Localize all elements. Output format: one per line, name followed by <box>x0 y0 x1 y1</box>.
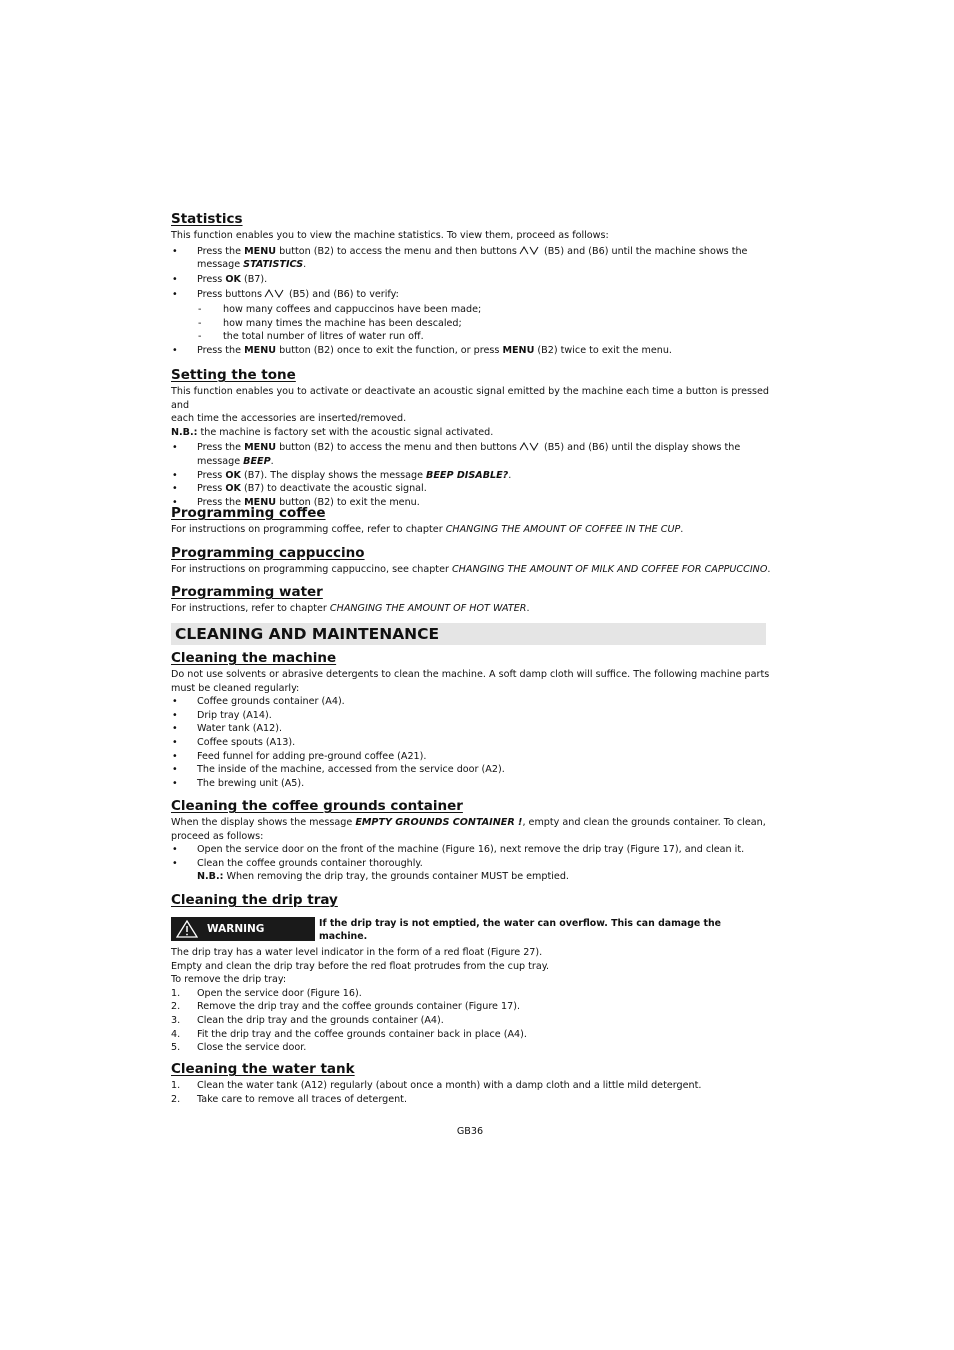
tone-section <box>171 367 771 509</box>
statistics-intro: This function enables you to view the machine statistics. To view them, proceed as follows: <box>171 230 609 241</box>
tone-heading: Setting the tone <box>171 367 296 383</box>
cleaning-grounds-section <box>171 798 771 884</box>
list-item: • Press buttons (B5) and (B6) to verify: <box>171 288 771 302</box>
list-item: • Coffee grounds container (A4). <box>171 695 771 709</box>
list-item: • Open the service door on the front of the machine (Figure 16), next remove the drip tray (Figure 17), and clean it. <box>171 843 771 857</box>
cleaning-machine-list <box>171 695 771 790</box>
warning-notice <box>171 917 771 941</box>
programming-cappuccino-heading: Programming cappuccino <box>171 545 365 561</box>
warning-badge <box>171 917 315 941</box>
cleaning-machine-section <box>171 650 771 790</box>
water-tank-steps <box>171 1079 771 1106</box>
cleaning-grounds-heading: Cleaning the coffee grounds container <box>171 798 463 814</box>
list-item: • The brewing unit (A5). <box>171 777 771 791</box>
list-item: • Press the MENU button (B2) to access the menu and then buttons (B5) and (B6) until the display shows the message BEEP. <box>171 441 771 468</box>
warning-label: WARNING <box>207 923 265 935</box>
list-item: 1. Clean the water tank (A12) regularly (about once a month) with a damp cloth and a little mild detergent. <box>171 1080 702 1091</box>
list-item: 2. Remove the drip tray and the coffee grounds container (Figure 17). <box>171 1001 521 1013</box>
list-item: • The inside of the machine, accessed from the service door (A2). <box>171 763 771 777</box>
list-item: • Press OK (B7). <box>171 273 771 287</box>
up-down-arrows-icon <box>264 289 284 298</box>
list-item: 1. Open the service door (Figure 16). <box>171 987 362 999</box>
page-number: GB36 <box>456 1126 484 1137</box>
maintenance-title-bar <box>171 623 766 645</box>
cleaning-machine-heading: Cleaning the machine <box>171 650 337 666</box>
list-item: 4. Fit the drip tray and the coffee grounds container back in place (A4). <box>171 1028 527 1040</box>
programming-coffee-text: For instructions on programming coffee, refer to chapter CHANGING THE AMOUNT OF COFFEE IN THE CUP. <box>171 524 684 535</box>
warning-triangle-icon <box>176 920 198 938</box>
drip-tray-body <box>171 946 771 1055</box>
programming-coffee-section <box>171 505 771 537</box>
cleaning-water-tank-section <box>171 1061 771 1106</box>
cleaning-drip-tray-section <box>171 892 771 909</box>
cleaning-grounds-intro: When the display shows the message EMPTY GROUNDS CONTAINER !, empty and clean the grounds container. To clean, proceed as follows: <box>171 817 766 842</box>
list-item: • Press the MENU button (B2) once to exit the function, or press MENU (B2) twice to exit the menu. <box>171 344 771 358</box>
list-item: • Press OK (B7) to deactivate the acoustic signal. <box>171 482 771 496</box>
warning-text: If the drip tray is not emptied, the water can overflow. This can damage the machine. <box>319 918 722 942</box>
cleaning-water-tank-heading: Cleaning the water tank <box>171 1061 355 1077</box>
programming-water-text: For instructions, refer to chapter CHANGING THE AMOUNT OF HOT WATER. <box>171 603 530 614</box>
programming-water-section <box>171 584 771 616</box>
tone-intro: This function enables you to activate or deactivate an acoustic signal emitted by the machine each time a button is pressed and each time the accessories are inserted/removed. N.B.: the machine is factory set with the acoustic signal activated. <box>171 386 769 438</box>
cleaning-grounds-list <box>171 843 771 884</box>
cleaning-drip-tray-heading: Cleaning the drip tray <box>171 892 338 908</box>
list-item: - the total number of litres of water run off. <box>171 330 771 344</box>
programming-cappuccino-section <box>171 545 771 577</box>
up-down-arrows-icon <box>519 246 539 255</box>
statistics-list <box>171 245 771 358</box>
list-item: • Press OK (B7). The display shows the message BEEP DISABLE?. <box>171 469 771 483</box>
programming-water-heading: Programming water <box>171 584 323 600</box>
list-item: - how many times the machine has been descaled; <box>171 317 771 331</box>
drip-tray-text: The drip tray has a water level indicator in the form of a red float (Figure 27). Empty and clean the drip tray before the red float protrudes from the cup tray. To remove the drip tray: <box>171 947 550 986</box>
list-item: • Feed funnel for adding pre-ground coffee (A21). <box>171 750 771 764</box>
list-item: • Drip tray (A14). <box>171 709 771 723</box>
up-down-arrows-icon <box>519 442 539 451</box>
list-item: 2. Take care to remove all traces of detergent. <box>171 1093 407 1105</box>
maintenance-title: CLEANING AND MAINTENANCE <box>175 625 440 643</box>
programming-cappuccino-text: For instructions on programming cappuccino, see chapter CHANGING THE AMOUNT OF MILK AND COFFEE FOR CAPPUCCINO. <box>171 564 771 575</box>
list-item: 5. Close the service door. <box>171 1042 307 1054</box>
list-item: 3. Clean the drip tray and the grounds container (A4). <box>171 1014 444 1026</box>
statistics-heading: Statistics <box>171 211 243 227</box>
statistics-section <box>171 211 771 357</box>
cleaning-machine-intro: Do not use solvents or abrasive detergents to clean the machine. A soft damp cloth will suffice. The following machine parts must be cleaned regularly: <box>171 669 770 694</box>
drip-tray-steps <box>171 987 771 1055</box>
list-item: • Coffee spouts (A13). <box>171 736 771 750</box>
programming-coffee-heading: Programming coffee <box>171 505 326 521</box>
list-item: • Clean the coffee grounds container thoroughly. N.B.: When removing the drip tray, the grounds container MUST be emptied. <box>171 857 771 884</box>
list-item: • Press the MENU button (B2) to access the menu and then buttons (B5) and (B6) until the machine shows the message STATISTICS. <box>171 245 771 272</box>
list-item: • Water tank (A12). <box>171 722 771 736</box>
list-item: - how many coffees and cappuccinos have been made; <box>171 303 771 317</box>
tone-list <box>171 441 771 509</box>
list-item: • Press the MENU button (B2) to exit the menu. <box>171 496 771 510</box>
